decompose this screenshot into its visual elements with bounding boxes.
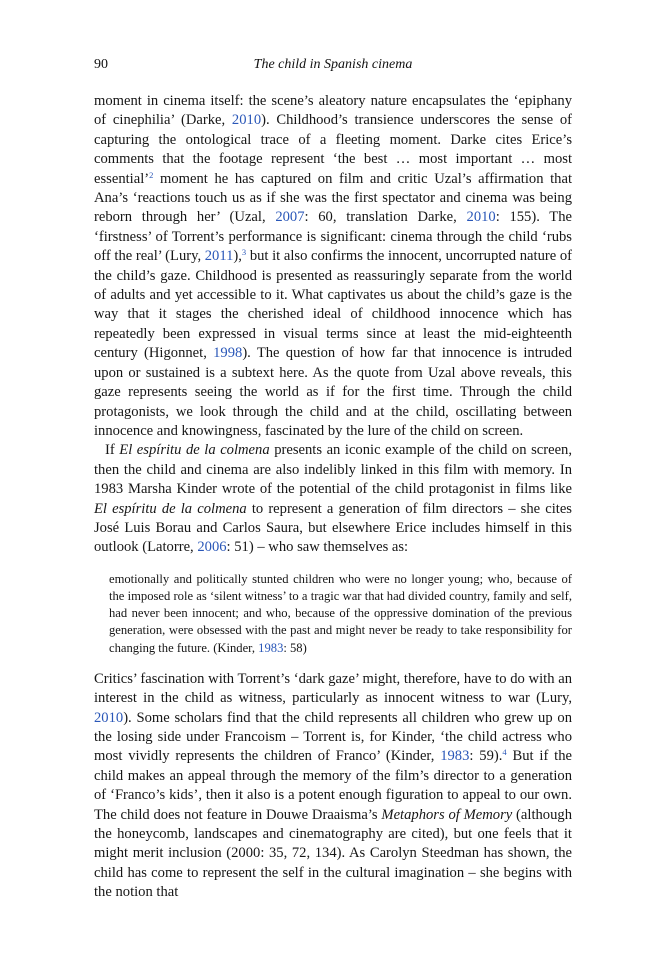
text-run: : 60, translation Darke,: [304, 209, 467, 226]
citation-link[interactable]: 1998: [213, 345, 243, 362]
text-run: Critics’ fascination with Torrent’s ‘dark gaze’ might, therefore, have to do with an interest in the child as witness, particularly as innocent witness to war (Lury,: [94, 670, 572, 707]
text-run: : 51) – who saw themselves as:: [226, 539, 409, 556]
paragraph-1: [94, 92, 572, 441]
footnote-ref[interactable]: 3: [241, 247, 247, 258]
text-run: moment in cinema itself: the scene’s aleatory nature encapsulates the ‘epiphany of cinephilia’ (Darke,: [94, 93, 572, 129]
text-run: : 155). The ‘firstness’ of Torrent’s performance is significant: cinema through the child ‘rubs off the real’ (Lury,: [94, 209, 572, 265]
film-title: El espíritu de la colmena: [94, 500, 247, 517]
footnote-ref[interactable]: 2: [149, 169, 154, 180]
text-run: : 59).: [469, 748, 503, 765]
citation-link[interactable]: 1983: [440, 748, 470, 765]
running-title: The child in Spanish cinema: [253, 57, 413, 72]
film-title: El espíritu de la colmena: [119, 442, 270, 459]
text-run: (although the honeycomb, landscapes and cinematography are cited), but one feels that it might merit inclusion (2000: 35, 72, 134). As Carolyn Steedman has shown, the child has come to represent the self in the cultural imagination – she begins with the notion that: [94, 806, 572, 901]
citation-link[interactable]: 1983: [258, 640, 284, 655]
text-run: If: [105, 442, 120, 459]
text-run: emotionally and politically stunted children who were no longer young; who, because of the imposed role as ‘silent witness’ to a tragic war that had divided country, family and self, had never been innocent; and who, because of the oppressive domination of the previous generation, were obsessed with the past and might never be ready to take responsibility for changing the future. (Kinder,: [109, 571, 572, 655]
body-text: [94, 92, 572, 903]
text-run: but it also confirms the innocent, uncorrupted nature of the child’s gaze. Childhood is presented as reassuringly separate from the world of adults and yet accessible to it. What captivates us about the child’s gaze is the way that it stages the cherished ideal of childhood innocence which has repeatedly been expressed in visual terms since at least the mid-eighteenth century (Higonnet,: [94, 248, 573, 362]
text-run: ). Some scholars find that the child represents all children who grew up on the losing side under Francoism – Torrent is, for Kinder, ‘the child actress who most vividly represents the children of Franco’ (Kinder,: [94, 709, 572, 765]
citation-link[interactable]: 2010: [94, 709, 124, 726]
paragraph-2: [94, 441, 572, 557]
paragraph-3: [94, 670, 572, 903]
block-quote-text: [109, 571, 572, 657]
text-run: : 58): [283, 640, 307, 655]
citation-link[interactable]: 2006: [197, 539, 227, 556]
text-run: ),: [233, 248, 242, 265]
text-run: to represent a generation of film directors – she cites José Luis Borau and Carlos Saura, but elsewhere Erice includes himself in this outlook (Latorre,: [94, 500, 572, 556]
page-header: [94, 57, 572, 77]
citation-link[interactable]: 2010: [231, 112, 262, 129]
text-run: presents an iconic example of the child on screen, then the child and cinema are also indelibly linked in this film with memory. In 1983 Marsha Kinder wrote of the potential of the child protagonist in films like: [94, 442, 572, 498]
citation-link[interactable]: 2011: [204, 248, 234, 265]
text-run: ). Childhood’s transience underscores the sense of capturing the ontological trace of a fleeting moment. Darke cites Erice’s comments that the footage represent ‘the best … most important … most essential’: [94, 112, 572, 187]
text-run: But if the child makes an appeal through the memory of the film’s director to a generation of ‘Franco’s kids’, then it also is a potent enough figuration to appeal to our own. The child does not feature in Douwe Draaisma’s: [94, 748, 572, 823]
text-run: ). The question of how far that innocence is intruded upon or sustained is a subtext here. As the quote from Uzal above reveals, this gaze represents seeing the world as if for the first time. Through the child protagonists, we look through the child and at the child, oscillating between innocence and knowingness, fascinated by the lure of the child on screen.: [94, 345, 572, 439]
book-title: Metaphors of Memory: [381, 806, 513, 823]
citation-link[interactable]: 2010: [466, 209, 496, 226]
block-quote: [109, 571, 572, 657]
footnote-ref[interactable]: 4: [502, 747, 507, 758]
text-run: moment he has captured on film and critic Uzal’s affirmation that Ana’s ‘reactions touch us as if she was the first spectator and cinema was being reborn through her’ (Uzal,: [94, 170, 572, 226]
page-number: 90: [94, 57, 108, 72]
citation-link[interactable]: 2007: [275, 209, 305, 226]
